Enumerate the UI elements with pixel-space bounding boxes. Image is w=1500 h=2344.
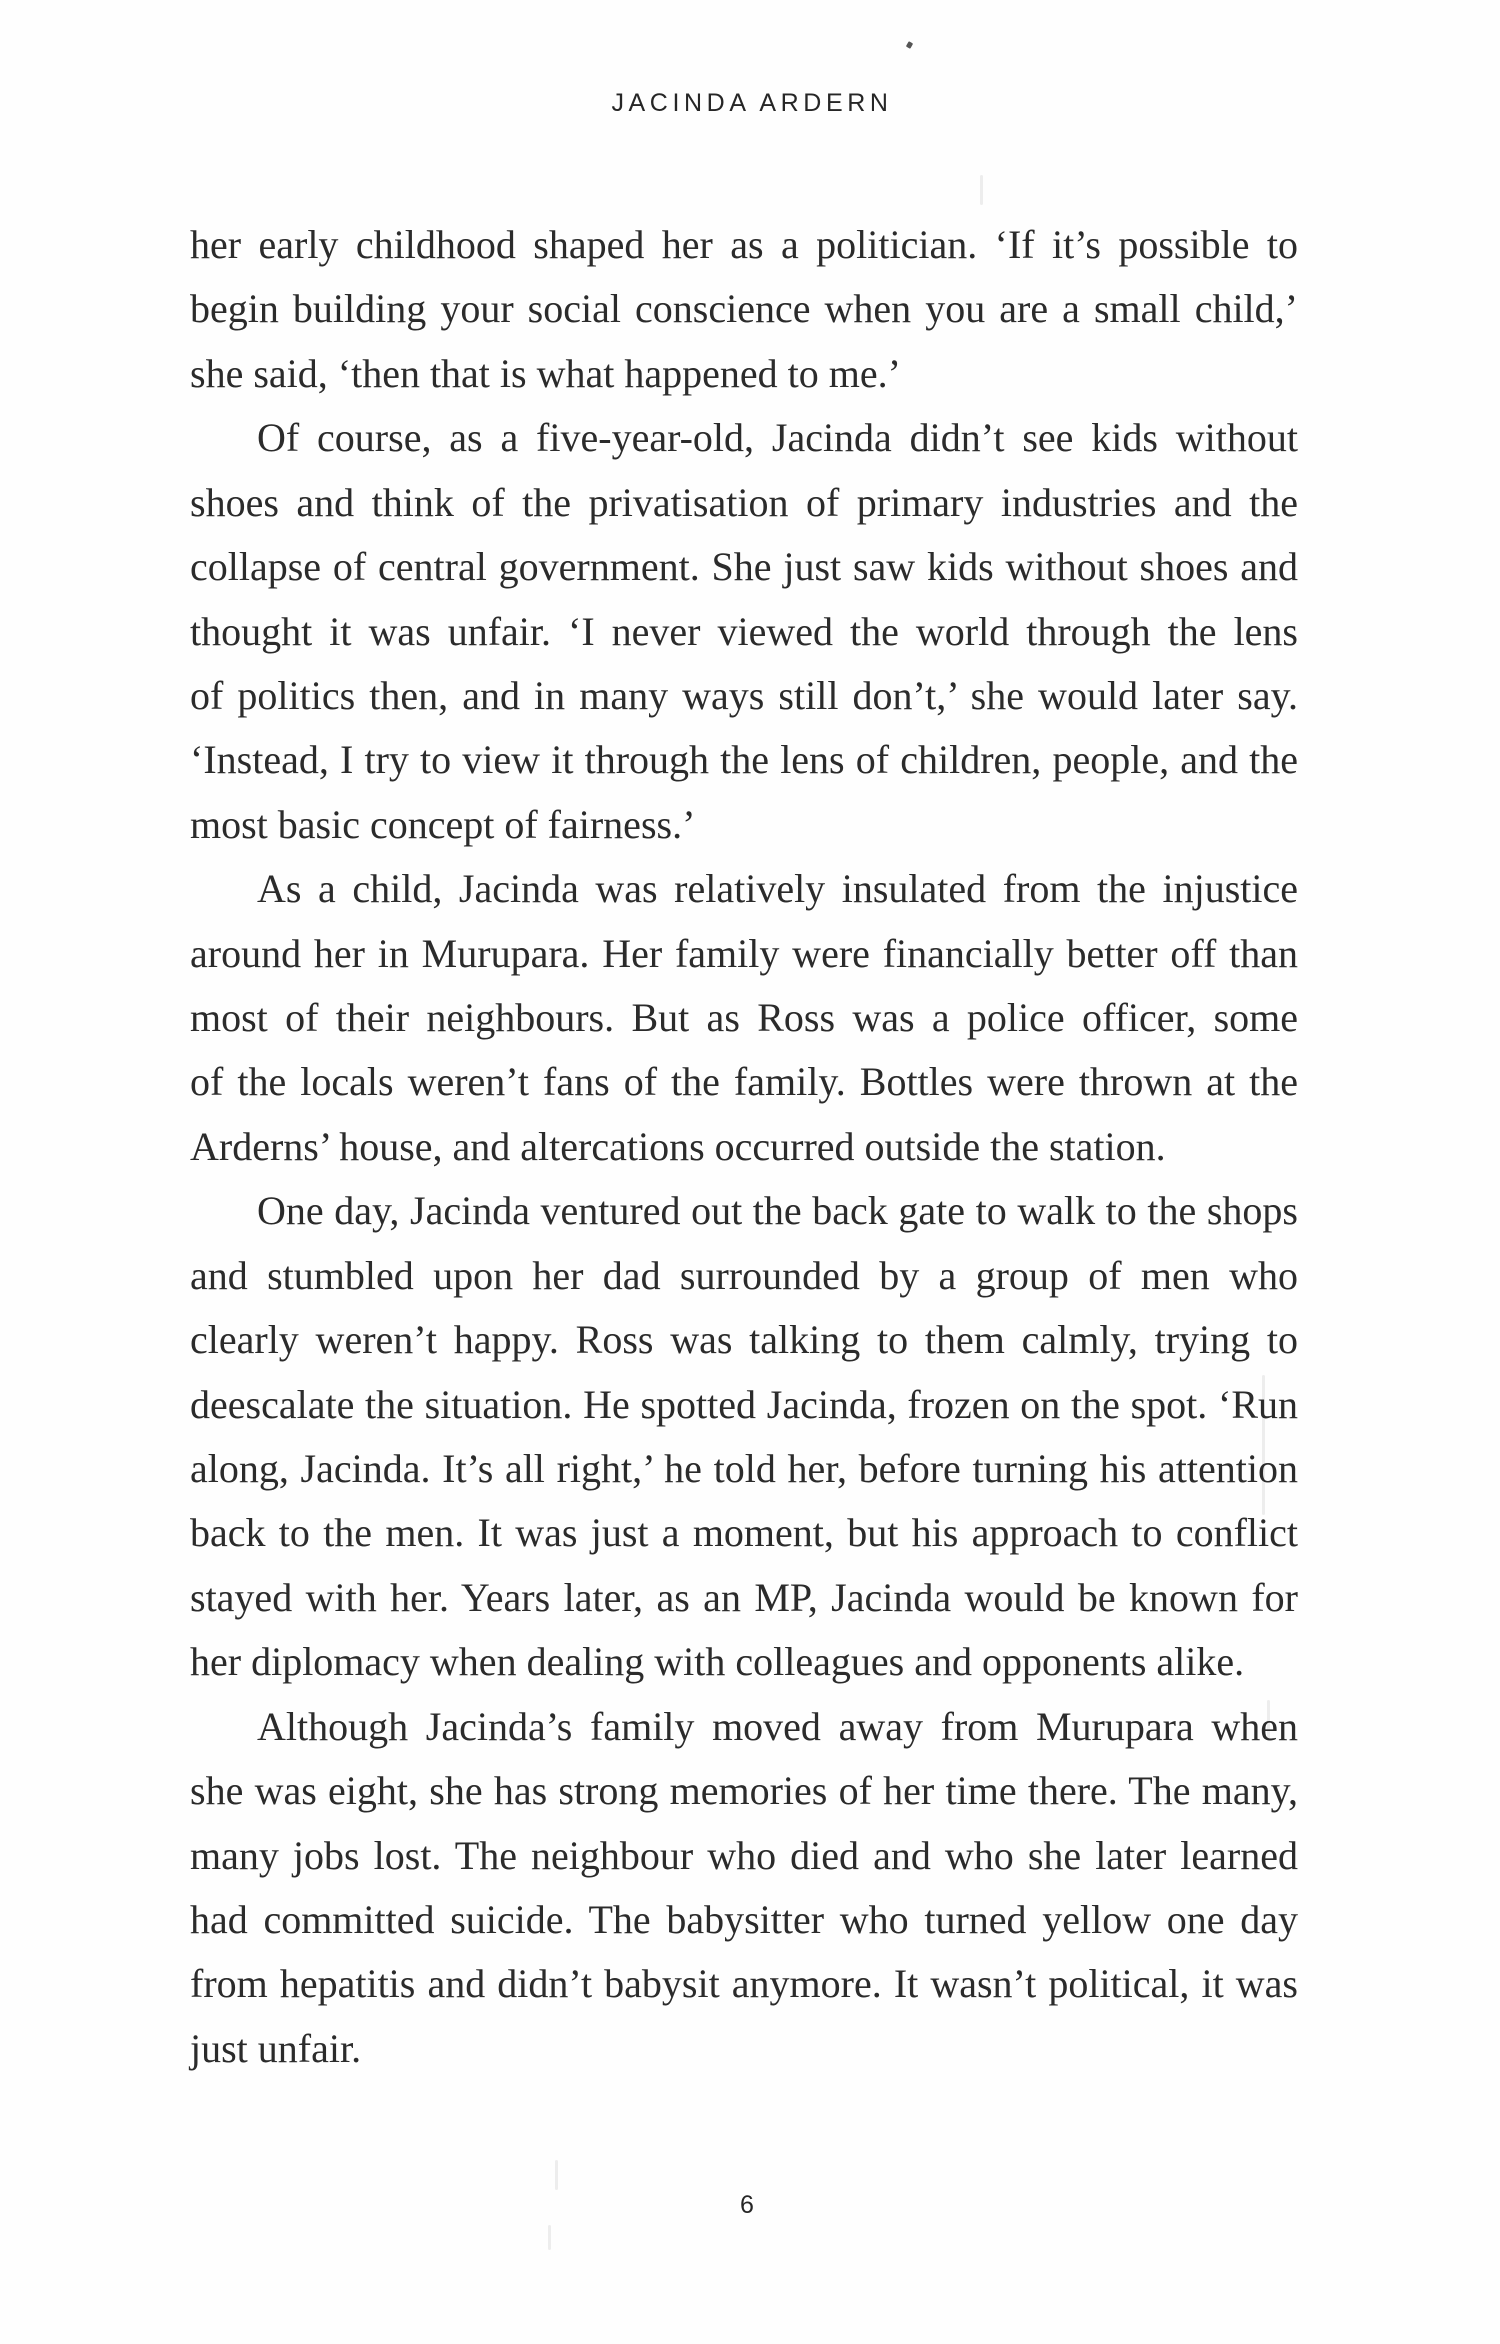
text-line: of the locals weren’t fans of the family. Bottles were thrown at the	[190, 1059, 1298, 1105]
scan-artifact	[548, 2225, 551, 2250]
text-line: stayed with her. Years later, as an MP, Jacinda would be known for	[190, 1574, 1298, 1620]
text-line: she said, ‘then that is what happened to me.’	[190, 350, 901, 396]
paragraph	[190, 857, 1298, 1179]
text-line: Arderns’ house, and altercations occurred outside the station.	[190, 1123, 1166, 1169]
body-text	[190, 213, 1298, 2081]
text-line: from hepatitis and didn’t babysit anymore. It wasn’t political, it was	[190, 1961, 1298, 2007]
paragraph	[190, 406, 1298, 857]
text-line: around her in Murupara. Her family were financially better off than	[190, 930, 1298, 976]
scan-artifact	[555, 2160, 558, 2190]
text-line: and stumbled upon her dad surrounded by a group of men who	[190, 1252, 1298, 1298]
text-line: along, Jacinda. It’s all right,’ he told her, before turning his attention	[190, 1446, 1298, 1492]
paragraph	[190, 1179, 1298, 1694]
text-line: Although Jacinda’s family moved away from Murupara when	[257, 1703, 1298, 1749]
text-line: collapse of central government. She just saw kids without shoes and	[190, 544, 1298, 590]
text-line: of politics then, and in many ways still don’t,’ she would later say.	[190, 672, 1298, 718]
text-line: had committed suicide. The babysitter who turned yellow one day	[190, 1896, 1298, 1942]
text-line: most of their neighbours. But as Ross was a police officer, some	[190, 995, 1298, 1041]
text-line: As a child, Jacinda was relatively insulated from the injustice	[257, 866, 1298, 912]
text-line: shoes and think of the privatisation of primary industries and the	[190, 479, 1298, 525]
paragraph	[190, 213, 1298, 406]
scan-speck	[906, 41, 913, 49]
text-line: she was eight, she has strong memories of her time there. The many,	[190, 1768, 1298, 1814]
text-line: Of course, as a five-year-old, Jacinda didn’t see kids without	[257, 415, 1298, 461]
text-line: back to the men. It was just a moment, but his approach to conflict	[190, 1510, 1298, 1556]
text-line: ‘Instead, I try to view it through the lens of children, people, and the	[190, 737, 1298, 783]
text-line: deescalate the situation. He spotted Jacinda, frozen on the spot. ‘Run	[190, 1381, 1298, 1427]
page-number: 6	[740, 2191, 754, 2219]
text-line: clearly weren’t happy. Ross was talking to them calmly, trying to	[190, 1317, 1298, 1363]
text-line: begin building your social conscience when you are a small child,’	[190, 286, 1298, 332]
scan-artifact	[980, 175, 983, 205]
text-line: thought it was unfair. ‘I never viewed the world through the lens	[190, 608, 1298, 654]
text-line: her diplomacy when dealing with colleagues and opponents alike.	[190, 1639, 1245, 1685]
text-line: just unfair.	[190, 2025, 362, 2071]
running-head: JACINDA ARDERN	[611, 89, 893, 117]
text-line: most basic concept of fairness.’	[190, 801, 696, 847]
paragraph	[190, 1695, 1298, 2082]
text-line: One day, Jacinda ventured out the back gate to walk to the shops	[257, 1188, 1298, 1234]
text-line: many jobs lost. The neighbour who died and who she later learned	[190, 1832, 1298, 1878]
text-line: her early childhood shaped her as a politician. ‘If it’s possible to	[190, 222, 1298, 267]
